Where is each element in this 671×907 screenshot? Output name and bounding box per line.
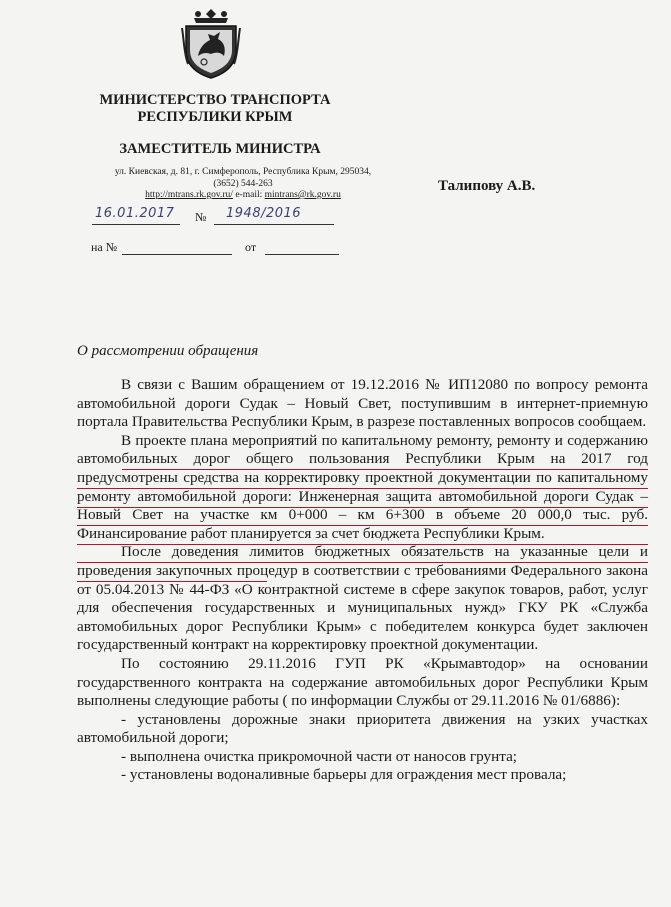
email-label: e-mail: bbox=[235, 190, 263, 200]
red-underline-annotation bbox=[122, 469, 648, 470]
sender-address: ул. Киевская, д. 81, г. Симферополь, Республика Крым, 295034, bbox=[114, 167, 372, 177]
crimea-coat-of-arms-icon bbox=[180, 6, 242, 80]
reference-date-line bbox=[265, 254, 339, 255]
ministry-line-1: МИНИСТЕРСТВО ТРАНСПОРТА bbox=[99, 92, 331, 108]
sender-contacts bbox=[108, 167, 378, 202]
sender-position: ЗАМЕСТИТЕЛЬ МИНИСТРА bbox=[119, 141, 321, 157]
letter-subject: О рассмотрении обращения bbox=[77, 343, 259, 359]
reference-number-line bbox=[122, 254, 232, 255]
ministry-line-2: РЕСПУБЛИКИ КРЫМ bbox=[137, 109, 293, 125]
sender-phone: (3652) 544-263 bbox=[213, 178, 273, 189]
ministry-name bbox=[60, 92, 370, 126]
number-sign: № bbox=[195, 210, 207, 224]
date-underline bbox=[92, 224, 180, 225]
paragraph-works: По состоянию 29.11.2016 ГУП РК «Крымавтодор» на основании государственного контракта на содержание автомобильных дорог Республики Крым выполнены следующие работы ( по информации Службы от 29.11.2016 № 01/6886): bbox=[77, 654, 648, 710]
red-underline-annotation bbox=[77, 507, 648, 508]
red-underline-annotation bbox=[77, 488, 648, 489]
paragraph-intro: В связи с Вашим обращением от 19.12.2016 № ИП12080 по вопросу ремонта автомобильной дороги Судак – Новый Свет, поступившим в интернет-приемную портала Правительства Республики Крым, в разрезе поставленных вопросов сообщаем. bbox=[77, 376, 648, 431]
outgoing-number: 1948/2016 bbox=[226, 206, 302, 221]
reference-date-label: от bbox=[245, 240, 257, 254]
red-underline-annotation bbox=[77, 581, 267, 582]
red-underline-annotation bbox=[77, 525, 648, 526]
reference-number-label: на № bbox=[91, 240, 118, 254]
list-item: - установлены водоналивные барьеры для ограждения мест провала; bbox=[121, 766, 567, 784]
red-underline-annotation bbox=[77, 544, 648, 545]
list-item: - выполнена очистка прикромочной части от наносов грунта; bbox=[121, 747, 518, 765]
outgoing-date: 16.01.2017 bbox=[95, 206, 175, 221]
highlighted-text: В проекте плана мероприятий по капитальному ремонту, ремонту и содержанию автомобильных дорог общего пользования Республики Крым на 2017 год предусмотрены средства на корректировку проектной документации по капитальному ремонту автомобильной дороги: Инженерная защита автомобильной дороги Судак – Новый Свет на участке км 0+000 – км 6+300 в объеме 20 000,0 тыс. руб. Финансирование работ планируется за счет бюджета Республики Крым. bbox=[77, 431, 648, 542]
paragraph-procurement: После доведения лимитов бюджетных обязательств на указанные цели и проведения закупочных процедур в соответствии с требованиями Федерального закона от 05.04.2013 № 44-ФЗ «О контрактной системе в сфере закупок товаров, работ, услуг для обеспечения государственных и муниципальных нужд» ГКУ РК «Служба автомобильных дорог Республики Крым» с победителем конкурса будет заключен государственный контракт на корректировку проектной документации. bbox=[77, 543, 648, 654]
website-link[interactable]: http://mtrans.rk.gov.ru/ bbox=[145, 190, 233, 200]
addressee: Талипову А.В. bbox=[438, 178, 536, 194]
list-item: - установлены дорожные знаки приоритета движения на узких участках автомобильной дороги; bbox=[77, 710, 648, 747]
email-link[interactable]: mintrans@rk.gov.ru bbox=[264, 190, 341, 200]
red-underline-annotation bbox=[77, 562, 648, 563]
number-underline bbox=[214, 224, 334, 225]
